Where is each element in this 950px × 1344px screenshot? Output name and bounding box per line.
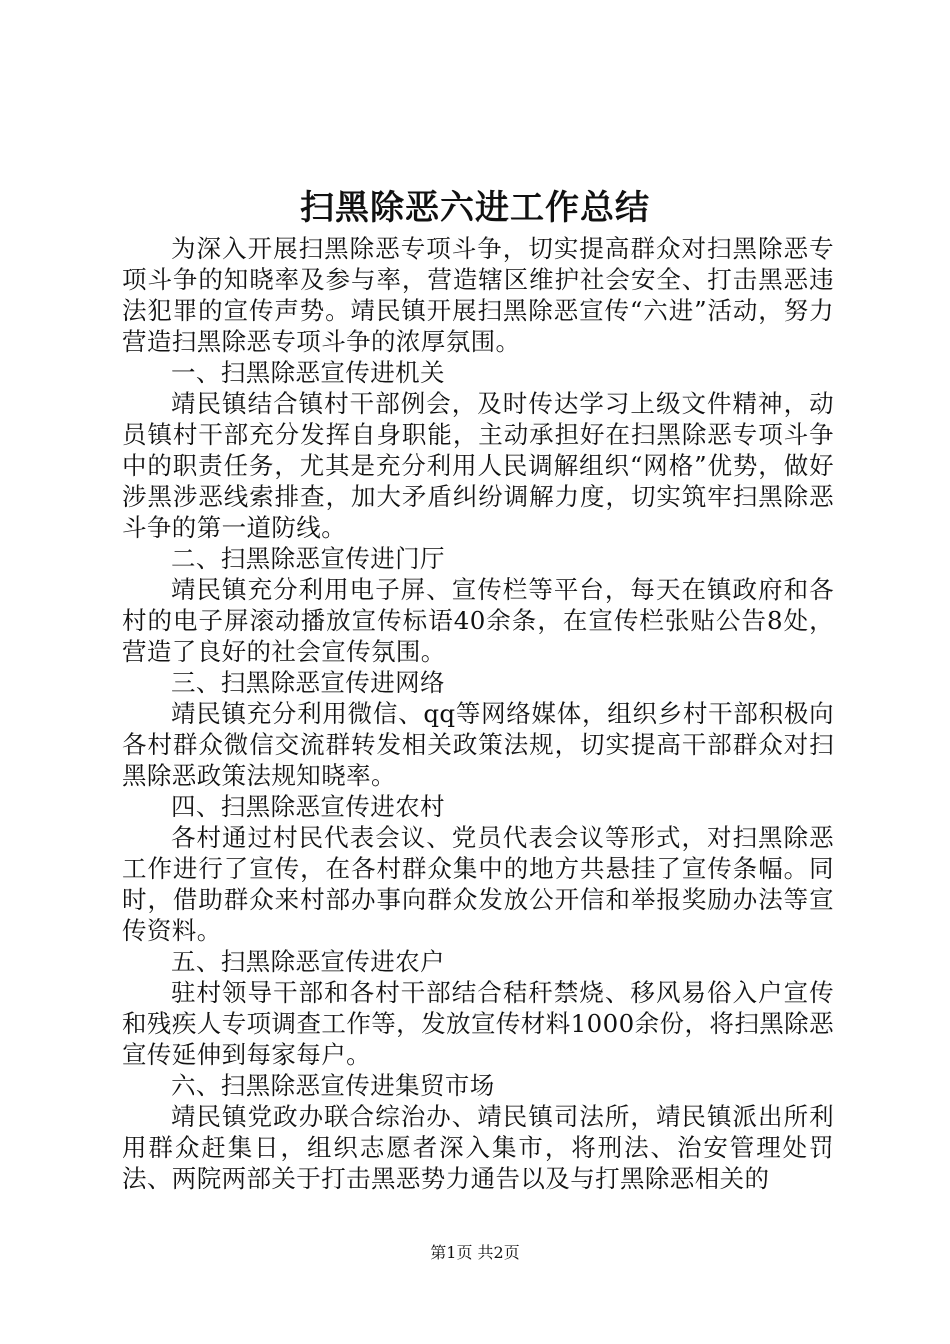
section-paragraph-1: 靖民镇结合镇村干部例会，及时传达学习上级文件精神，动员镇村干部充分发挥自身职能，主动承担好在扫黑除恶专项斗争中的职责任务，尤其是充分利用人民调解组织“网格”优势，做好涉黑涉恶线索排查，加大矛盾纠纷调解力度，切实筑牢扫黑除恶斗争的第一道防线。 <box>122 389 834 542</box>
intro-paragraph: 为深入开展扫黑除恶专项斗争，切实提高群众对扫黑除恶专项斗争的知晓率及参与率，营造辖区维护社会安全、打击黑恶违法犯罪的宣传声势。靖民镇开展扫黑除恶宣传“六进”活动，努力营造扫黑除恶专项斗争的浓厚氛围。 <box>122 234 834 356</box>
document-title: 扫黑除恶六进工作总结 <box>300 188 650 228</box>
section-heading-6: 六、扫黑除恶宣传进集贸市场 <box>171 1071 495 1100</box>
section-heading-2: 二、扫黑除恶宣传进门厅 <box>171 544 445 573</box>
section-paragraph-5: 驻村领导干部和各村干部结合秸秆禁烧、移风易俗入户宣传和残疾人专项调查工作等，发放宣传材料1000余份，将扫黑除恶宣传延伸到每家每户。 <box>122 978 834 1069</box>
section-heading-3: 三、扫黑除恶宣传进网络 <box>171 668 445 697</box>
document-body <box>122 233 834 1194</box>
section-paragraph-3: 靖民镇充分利用微信、qq等网络媒体，组织乡村干部积极向各村群众微信交流群转发相关政策法规，切实提高干部群众对扫黑除恶政策法规知晓率。 <box>122 699 834 790</box>
section-paragraph-6: 靖民镇党政办联合综治办、靖民镇司法所，靖民镇派出所利用群众赶集日，组织志愿者深入集市，将刑法、治安管理处罚法、两院两部关于打击黑恶势力通告以及与打黑除恶相关的 <box>122 1102 834 1193</box>
section-paragraph-4: 各村通过村民代表会议、党员代表会议等形式，对扫黑除恶工作进行了宣传，在各村群众集中的地方共悬挂了宣传条幅。同时，借助群众来村部办事向群众发放公开信和举报奖励办法等宣传资料。 <box>122 823 834 945</box>
section-paragraph-2: 靖民镇充分利用电子屏、宣传栏等平台，每天在镇政府和各村的电子屏滚动播放宣传标语40余条，在宣传栏张贴公告8处，营造了良好的社会宣传氛围。 <box>122 575 834 666</box>
section-heading-5: 五、扫黑除恶宣传进农户 <box>171 947 445 976</box>
section-heading-4: 四、扫黑除恶宣传进农村 <box>171 792 445 821</box>
section-heading-1: 一、扫黑除恶宣传进机关 <box>171 358 445 387</box>
page-number-footer: 第1页 共2页 <box>430 1243 520 1262</box>
